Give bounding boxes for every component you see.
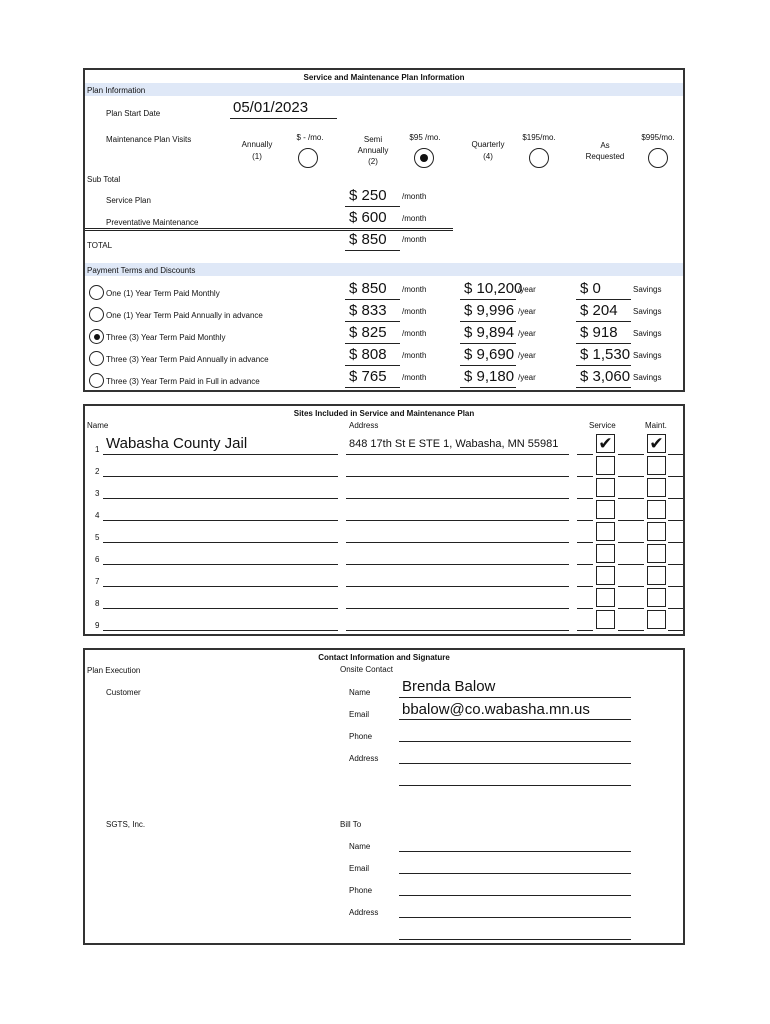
term-savings-value: $ 0 (580, 280, 601, 297)
option-as-requested-name: As Requested (585, 141, 625, 161)
option-annually-count: (1) (252, 152, 262, 161)
maintenance-visits-label: Maintenance Plan Visits (106, 135, 192, 144)
option-semi-annually-radio[interactable] (414, 148, 434, 168)
bill-email-label: Email (349, 864, 370, 873)
site-service-underline (577, 608, 593, 609)
site-service-checkbox[interactable] (596, 478, 615, 497)
term-per-year: /year (518, 329, 536, 338)
term-monthly-underline (345, 387, 400, 388)
site-end-underline (668, 498, 683, 499)
site-service-underline (577, 454, 593, 455)
term-savings-label: Savings (633, 285, 662, 294)
site-end-underline (668, 454, 683, 455)
term-per-year: /year (518, 307, 536, 316)
site-maint-underline (618, 542, 644, 543)
term-savings-label: Savings (633, 373, 662, 382)
site-service-underline (577, 586, 593, 587)
site-service-checkbox[interactable] (596, 544, 615, 563)
check-icon: ✔ (598, 434, 613, 453)
term-savings-value: $ 204 (580, 302, 618, 319)
term-savings-label: Savings (633, 329, 662, 338)
site-name-underline (103, 476, 338, 477)
site-name-field[interactable]: Wabasha County Jail (106, 435, 248, 452)
site-maint-checkbox[interactable] (647, 456, 666, 475)
term-per-year: /year (518, 285, 536, 294)
site-service-underline (577, 564, 593, 565)
site-maint-underline (618, 476, 644, 477)
site-maint-checkbox[interactable] (647, 544, 666, 563)
onsite-address-label: Address (349, 754, 379, 763)
term-per-month: /month (402, 329, 427, 338)
term-monthly-value: $ 850 (349, 280, 387, 297)
term-monthly-underline (345, 321, 400, 322)
site-end-underline (668, 630, 683, 631)
term-yearly-underline (460, 343, 516, 344)
onsite-phone-line (399, 741, 631, 742)
term-monthly-underline (345, 299, 400, 300)
sgts-label: SGTS, Inc. (106, 820, 146, 829)
sites-maint-header: Maint. (645, 421, 667, 430)
term-savings-label: Savings (633, 307, 662, 316)
bill-name-line (399, 851, 631, 852)
site-service-underline (577, 476, 593, 477)
site-address-underline (346, 586, 569, 587)
onsite-contact-label: Onsite Contact (340, 665, 393, 674)
subtotal-label: Sub Total (87, 175, 121, 184)
total-underline (345, 250, 400, 251)
site-maint-underline (618, 564, 644, 565)
site-row-number: 2 (95, 467, 100, 476)
bill-phone-label: Phone (349, 886, 373, 895)
term-label: Three (3) Year Term Paid in Full in advance (106, 377, 260, 386)
term-label: Three (3) Year Term Paid Annually in advance (106, 355, 269, 364)
site-end-underline (668, 564, 683, 565)
onsite-address-line-2 (399, 785, 631, 786)
option-as-requested-price: $995/mo. (641, 133, 675, 142)
contact-section (83, 648, 685, 945)
onsite-name-label: Name (349, 688, 371, 697)
total-label: TOTAL (87, 241, 113, 250)
term-monthly-underline (345, 365, 400, 366)
service-plan-per-month: /month (402, 192, 427, 201)
term-yearly-value: $ 10,200 (464, 280, 523, 297)
onsite-name-line (399, 697, 631, 698)
site-maint-underline (618, 454, 644, 455)
site-service-underline (577, 498, 593, 499)
plan-start-date-label: Plan Start Date (106, 109, 161, 118)
site-name-underline (103, 542, 338, 543)
check-icon: ✔ (649, 434, 664, 453)
term-monthly-value: $ 833 (349, 302, 387, 319)
term-label: One (1) Year Term Paid Annually in advance (106, 311, 263, 320)
site-row-number: 1 (95, 445, 100, 454)
site-service-underline (577, 520, 593, 521)
site-name-underline (103, 454, 338, 455)
site-address-underline (346, 520, 569, 521)
site-end-underline (668, 520, 683, 521)
term-radio[interactable] (89, 329, 104, 344)
onsite-email-field[interactable]: bbalow@co.wabasha.mn.us (402, 701, 590, 718)
customer-label: Customer (106, 688, 141, 697)
bill-name-label: Name (349, 842, 371, 851)
site-maint-checkbox[interactable] (647, 478, 666, 497)
site-row-number: 7 (95, 577, 100, 586)
site-maint-underline (618, 630, 644, 631)
site-service-underline (577, 630, 593, 631)
bill-address-line-1 (399, 917, 631, 918)
site-maint-checkbox[interactable] (647, 566, 666, 585)
term-yearly-value: $ 9,180 (464, 368, 515, 385)
term-per-month: /month (402, 307, 427, 316)
site-maint-checkbox[interactable] (647, 610, 666, 629)
site-maint-checkbox[interactable] (647, 500, 666, 519)
term-yearly-underline (460, 387, 516, 388)
term-yearly-value: $ 9,996 (464, 302, 515, 319)
service-plan-value: $ 250 (349, 187, 387, 204)
service-plan-title: Service and Maintenance Plan Information (303, 73, 465, 82)
site-maint-underline (618, 498, 644, 499)
site-end-underline (668, 608, 683, 609)
onsite-name-field[interactable]: Brenda Balow (402, 678, 496, 695)
term-per-month: /month (402, 373, 427, 382)
term-per-month: /month (402, 285, 427, 294)
term-radio[interactable] (89, 373, 104, 388)
term-yearly-value: $ 9,894 (464, 324, 515, 341)
site-name-underline (103, 520, 338, 521)
term-savings-underline (576, 321, 631, 322)
option-semi-annually-name: Semi Annually (357, 135, 389, 155)
option-quarterly-count: (4) (483, 152, 493, 161)
term-savings-value: $ 1,530 (580, 346, 631, 363)
site-row-number: 8 (95, 599, 100, 608)
term-monthly-underline (345, 343, 400, 344)
term-yearly-underline (460, 365, 516, 366)
term-monthly-value: $ 808 (349, 346, 387, 363)
term-savings-underline (576, 343, 631, 344)
bill-email-line (399, 873, 631, 874)
sites-address-header: Address (349, 421, 379, 430)
site-address-underline (346, 608, 569, 609)
site-end-underline (668, 542, 683, 543)
total-per-month: /month (402, 235, 427, 244)
site-service-checkbox[interactable] (596, 522, 615, 541)
term-savings-underline (576, 365, 631, 366)
plan-start-date-field[interactable]: 05/01/2023 (233, 99, 309, 116)
site-address-field[interactable]: 848 17th St E STE 1, Wabasha, MN 55981 (349, 438, 559, 450)
site-service-checkbox[interactable] (596, 610, 615, 629)
option-annually-radio[interactable] (298, 148, 318, 168)
subtotal-rule-1 (85, 228, 453, 229)
site-maint-underline (618, 520, 644, 521)
site-address-underline (346, 564, 569, 565)
site-address-underline (346, 498, 569, 499)
site-maint-checkbox[interactable] (647, 588, 666, 607)
onsite-address-line-1 (399, 763, 631, 764)
sites-service-header: Service (589, 421, 616, 430)
term-yearly-underline (460, 321, 516, 322)
term-radio[interactable] (89, 285, 104, 300)
site-address-underline (346, 454, 569, 455)
site-end-underline (668, 476, 683, 477)
term-per-year: /year (518, 351, 536, 360)
sites-name-header: Name (87, 421, 109, 430)
site-service-checkbox[interactable] (596, 566, 615, 585)
payment-terms-label: Payment Terms and Discounts (87, 266, 196, 275)
site-row-number: 3 (95, 489, 100, 498)
option-annually-price: $ - /mo. (296, 133, 324, 142)
term-savings-value: $ 918 (580, 324, 618, 341)
onsite-email-label: Email (349, 710, 370, 719)
contact-title: Contact Information and Signature (318, 653, 450, 662)
site-name-underline (103, 586, 338, 587)
term-savings-underline (576, 299, 631, 300)
term-monthly-value: $ 765 (349, 368, 387, 385)
site-address-underline (346, 542, 569, 543)
prev-maint-value: $ 600 (349, 209, 387, 226)
total-value: $ 850 (349, 231, 387, 248)
service-plan-underline (345, 206, 400, 207)
term-per-year: /year (518, 373, 536, 382)
bill-address-line-2 (399, 939, 631, 940)
site-address-underline (346, 630, 569, 631)
site-name-underline (103, 608, 338, 609)
plan-info-band (85, 83, 683, 96)
bill-to-label: Bill To (340, 820, 362, 829)
site-service-checkbox[interactable] (596, 500, 615, 519)
site-maint-underline (618, 608, 644, 609)
sites-title: Sites Included in Service and Maintenance Plan (293, 409, 475, 418)
bill-phone-line (399, 895, 631, 896)
term-savings-underline (576, 387, 631, 388)
term-savings-value: $ 3,060 (580, 368, 631, 385)
site-maint-underline (618, 586, 644, 587)
site-row-number: 5 (95, 533, 100, 542)
option-as-requested-radio[interactable] (648, 148, 668, 168)
site-service-checkbox[interactable] (596, 456, 615, 475)
onsite-phone-label: Phone (349, 732, 373, 741)
term-label: Three (3) Year Term Paid Monthly (106, 333, 226, 342)
option-quarterly-price: $195/mo. (522, 133, 556, 142)
subtotal-rule-2 (85, 230, 453, 231)
site-row-number: 9 (95, 621, 100, 630)
bill-address-label: Address (349, 908, 379, 917)
site-service-checkbox[interactable] (596, 588, 615, 607)
site-maint-checkbox[interactable] (647, 522, 666, 541)
site-service-checkbox[interactable] (596, 434, 615, 453)
site-end-underline (668, 586, 683, 587)
site-row-number: 6 (95, 555, 100, 564)
site-row-number: 4 (95, 511, 100, 520)
prev-maint-label: Preventative Maintenance (106, 218, 199, 227)
term-per-month: /month (402, 351, 427, 360)
option-semi-annually-count: (2) (368, 157, 378, 166)
plan-info-label: Plan Information (87, 86, 146, 95)
term-radio[interactable] (89, 307, 104, 322)
site-name-underline (103, 630, 338, 631)
plan-start-date-underline (230, 118, 337, 119)
term-radio[interactable] (89, 351, 104, 366)
site-service-underline (577, 542, 593, 543)
term-savings-label: Savings (633, 351, 662, 360)
site-name-underline (103, 564, 338, 565)
option-quarterly-radio[interactable] (529, 148, 549, 168)
option-semi-annually-price: $95 /mo. (409, 133, 441, 142)
option-annually-name: Annually (241, 140, 273, 149)
prev-maint-per-month: /month (402, 214, 427, 223)
onsite-email-line (399, 719, 631, 720)
site-address-underline (346, 476, 569, 477)
site-maint-checkbox[interactable] (647, 434, 666, 453)
option-quarterly-name: Quarterly (471, 140, 505, 149)
plan-execution-label: Plan Execution (87, 666, 141, 675)
term-monthly-value: $ 825 (349, 324, 387, 341)
site-name-underline (103, 498, 338, 499)
service-plan-label: Service Plan (106, 196, 151, 205)
term-yearly-underline (460, 299, 516, 300)
term-yearly-value: $ 9,690 (464, 346, 515, 363)
term-label: One (1) Year Term Paid Monthly (106, 289, 220, 298)
